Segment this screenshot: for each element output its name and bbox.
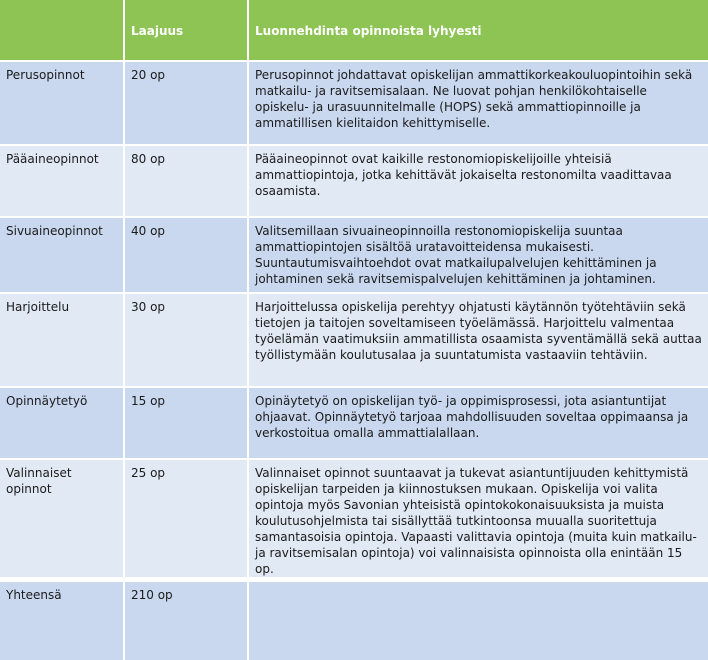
row-name: Harjoittelu (0, 293, 124, 387)
table-header-row (0, 0, 708, 61)
row-scope: 30 op (124, 293, 248, 387)
row-scope: 15 op (124, 387, 248, 459)
table-row (0, 387, 708, 459)
row-description: Valinnaiset opinnot suuntaavat ja tukevat asiantuntijuuden kehittymistä opiskelijan tarpeiden ja kiinnostuksen mukaan. Opiskelija voi valita opintoja myös Savonian yhteisistä opintokokonaisuuksista ja muista koulutusohjelmista tai sisällyttää tutkintoonsa muualla suoritettuja samantasoisia opintoja. Vapaasti valittavia opintoja (muita kuin matkailu- ja ravitsemisalan opintoja) voi valinnaisista opinnoista olla enintään 15 op. (248, 459, 708, 580)
row-description: Valitsemillaan sivuaineopinnoilla restonomiopiskelija suuntaa ammattiopintojen sisältöä uratavoitteidensa mukaisesti. Suuntautumisvaihtoehdot ovat matkailupalvelujen kehittäminen ja johtaminen sekä ravitsemispalvelujen kehittäminen ja johtaminen. (248, 217, 708, 293)
header-description: Luonnehdinta opinnoista lyhyesti (248, 0, 708, 61)
table-row (0, 293, 708, 387)
row-description: Opinäytetyö on opiskelijan työ- ja oppimisprosessi, jota asiantuntijat ohjaavat. Opinnäytetyö tarjoaa mahdollisuuden soveltaa oppimaansa ja verkostoitua omalla ammattialallaan. (248, 387, 708, 459)
total-description (248, 580, 708, 660)
row-name: Perusopinnot (0, 61, 124, 145)
row-description: Perusopinnot johdattavat opiskelijan ammattikorkeakouluopintoihin sekä matkailu- ja ravitsemisalaan. Ne luovat pohjan henkilökohtaiselle opiskelu- ja urasuunnitelmalle (HOPS) sekä ammattiopinnoille ja ammatillisen kielitaidon kehittymiselle. (248, 61, 708, 145)
row-scope: 25 op (124, 459, 248, 580)
header-scope: Laajuus (124, 0, 248, 61)
row-name: Sivuaineopinnot (0, 217, 124, 293)
row-scope: 80 op (124, 145, 248, 217)
table-row (0, 61, 708, 145)
row-description: Harjoittelussa opiskelija perehtyy ohjatusti käytännön työtehtäviin sekä tietojen ja taitojen soveltamiseen työelämässä. Harjoittelu valmentaa työelämän vaatimuksiin ammatillista osaamista syventämällä sekä auttaa työllistymään koulutusalaa ja suuntatumista vastaaviin tehtäviin. (248, 293, 708, 387)
total-scope: 210 op (124, 580, 248, 660)
row-description: Pääaineopinnot ovat kaikille restonomiopiskelijoille yhteisiä ammattiopintoja, jotka kehittävät jokaiselta restonomilta vaadittavaa osaamista. (248, 145, 708, 217)
row-name: Pääaineopinnot (0, 145, 124, 217)
header-empty (0, 0, 124, 61)
row-name: Opinnäytetyö (0, 387, 124, 459)
total-row (0, 580, 708, 660)
total-label: Yhteensä (0, 580, 124, 660)
row-name: Valinnaiset opinnot (0, 459, 124, 580)
table-row (0, 145, 708, 217)
table-row (0, 217, 708, 293)
row-scope: 40 op (124, 217, 248, 293)
table-row (0, 459, 708, 580)
row-scope: 20 op (124, 61, 248, 145)
